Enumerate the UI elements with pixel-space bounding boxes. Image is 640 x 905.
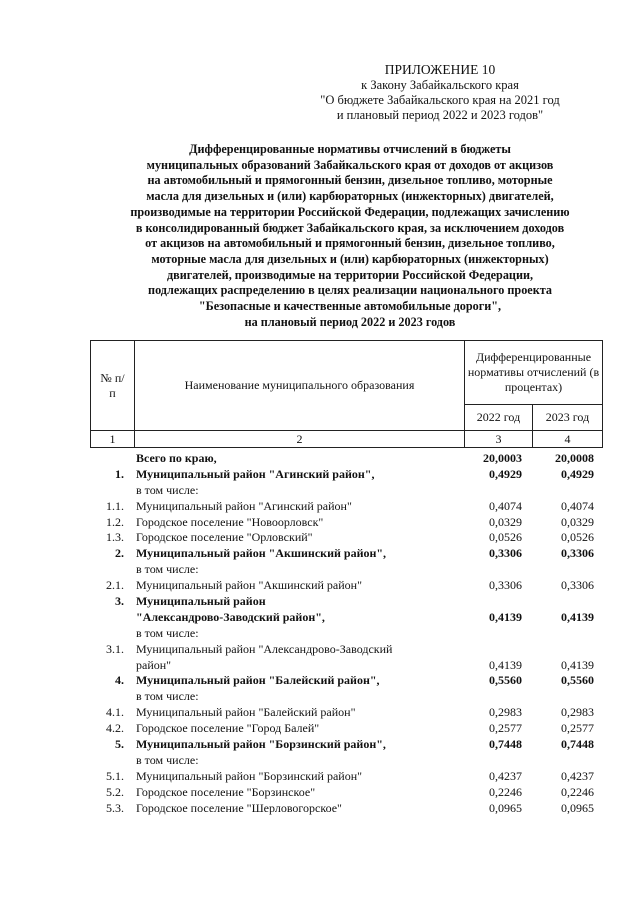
row-number: 5.1. bbox=[106, 768, 124, 783]
value-2022: 0,4139 bbox=[489, 609, 522, 624]
header-year-2023: 2023 год bbox=[533, 405, 603, 431]
value-2022: 0,4237 bbox=[489, 768, 522, 783]
value-2022: 0,7448 bbox=[489, 737, 522, 752]
title-line: на автомобильный и прямогонный бензин, дизельное топливо, моторные bbox=[147, 173, 553, 188]
row-number: 1. bbox=[115, 466, 124, 481]
table-row bbox=[90, 785, 610, 801]
row-name: Муниципальный район "Балейский район" bbox=[136, 705, 356, 720]
value-2023: 0,4237 bbox=[561, 768, 594, 783]
table-row bbox=[90, 451, 610, 467]
table-row bbox=[90, 467, 610, 483]
row-number: 2. bbox=[115, 546, 124, 561]
document-title bbox=[70, 142, 630, 330]
table-row bbox=[90, 594, 610, 610]
header-norms: Дифференцированные нормативы отчислений (в процентах) bbox=[465, 341, 603, 405]
value-2023: 0,4139 bbox=[561, 609, 594, 624]
value-2022: 0,3306 bbox=[489, 578, 522, 593]
row-name: Городское поселение "Борзинское" bbox=[136, 784, 316, 799]
header-num: № п/п bbox=[91, 341, 135, 431]
value-2023: 0,3306 bbox=[561, 546, 594, 561]
title-line: моторные масла для дизельных и (или) карбюраторных (инжекторных) bbox=[151, 251, 549, 266]
title-line: Дифференцированные нормативы отчислений в бюджеты bbox=[189, 142, 511, 156]
table-row bbox=[90, 705, 610, 721]
value-2022: 0,4074 bbox=[489, 498, 522, 513]
value-2022: 0,0526 bbox=[489, 530, 522, 545]
appendix-header bbox=[290, 62, 590, 123]
table-row bbox=[90, 515, 610, 531]
row-name: в том числе: bbox=[136, 752, 199, 767]
title-line: двигателей, производимые на территории Российской Федерации, bbox=[166, 267, 534, 282]
value-2023: 0,2246 bbox=[561, 784, 594, 799]
table-header bbox=[90, 340, 603, 448]
title-line: муниципальных образований Забайкальского края от доходов от акцизов bbox=[146, 157, 554, 172]
appendix-line-3: и плановый период 2022 и 2023 годов" bbox=[336, 108, 544, 122]
row-name: Муниципальный район "Александрово-Заводский bbox=[136, 641, 393, 656]
header-year-2022: 2022 год bbox=[465, 405, 533, 431]
row-number: 4. bbox=[115, 673, 124, 688]
index-cell: 4 bbox=[533, 431, 603, 448]
table-row bbox=[90, 483, 610, 499]
table-row bbox=[90, 769, 610, 785]
row-number: 5.2. bbox=[106, 784, 124, 799]
row-name: Муниципальный район "Агинский район" bbox=[136, 498, 352, 513]
value-2023: 0,4139 bbox=[561, 657, 594, 672]
row-number: 2.1. bbox=[106, 578, 124, 593]
row-number: 5. bbox=[115, 737, 124, 752]
value-2023: 0,2577 bbox=[561, 721, 594, 736]
table-row bbox=[90, 546, 610, 562]
table-row bbox=[90, 530, 610, 546]
value-2023: 0,0965 bbox=[561, 800, 594, 815]
title-line: от акцизов на автомобильный и прямогонный бензин, дизельное топливо, bbox=[145, 236, 555, 251]
table-row bbox=[90, 562, 610, 578]
value-2022: 0,0329 bbox=[489, 514, 522, 529]
row-name: в том числе: bbox=[136, 625, 199, 640]
title-line: "Безопасные и качественные автомобильные дороги", bbox=[198, 299, 502, 314]
table-row bbox=[90, 737, 610, 753]
value-2023: 0,2983 bbox=[561, 705, 594, 720]
value-2023: 0,5560 bbox=[561, 673, 594, 688]
row-name: Муниципальный район "Балейский район", bbox=[136, 673, 380, 688]
title-line: масла для дизельных и (или) карбюраторных (инжекторных) двигателей, bbox=[146, 189, 554, 204]
row-number: 1.3. bbox=[106, 530, 124, 545]
value-2022: 0,0965 bbox=[489, 800, 522, 815]
title-line: производимые на территории Российской Федерации, подлежащих зачислению bbox=[130, 204, 570, 219]
row-name: "Александрово-Заводский район", bbox=[136, 609, 325, 624]
row-name: Городское поселение "Город Балей" bbox=[136, 721, 320, 736]
row-name: Муниципальный район "Акшинский район", bbox=[136, 546, 387, 561]
row-name: Муниципальный район bbox=[136, 594, 266, 609]
value-2022: 0,2983 bbox=[489, 705, 522, 720]
row-number: 4.2. bbox=[106, 721, 124, 736]
row-number: 3.1. bbox=[106, 641, 124, 656]
row-number: 3. bbox=[115, 594, 124, 609]
value-2023: 0,0526 bbox=[561, 530, 594, 545]
value-2022: 0,3306 bbox=[489, 546, 522, 561]
value-2022: 0,5560 bbox=[489, 673, 522, 688]
appendix-title: ПРИЛОЖЕНИЕ 10 bbox=[384, 62, 496, 77]
value-2022: 0,2246 bbox=[489, 784, 522, 799]
value-2023: 0,4074 bbox=[561, 498, 594, 513]
table-row bbox=[90, 721, 610, 737]
row-number: 4.1. bbox=[106, 705, 124, 720]
table-row bbox=[90, 642, 610, 658]
appendix-line-1: к Закону Забайкальского края bbox=[361, 78, 519, 92]
row-name: Муниципальный район "Борзинский район" bbox=[136, 768, 363, 783]
value-2022: 20,0003 bbox=[483, 451, 522, 465]
row-name: Городское поселение "Орловский" bbox=[136, 530, 313, 545]
value-2022: 0,4929 bbox=[489, 466, 522, 481]
row-name: Городское поселение "Шерловогорское" bbox=[136, 800, 342, 815]
row-number: 5.3. bbox=[106, 800, 124, 815]
value-2022: 0,4139 bbox=[489, 657, 522, 672]
title-line: в консолидированный бюджет Забайкальского края, за исключением доходов bbox=[135, 220, 565, 235]
table-row bbox=[90, 578, 610, 594]
table-row bbox=[90, 753, 610, 769]
value-2023: 0,3306 bbox=[561, 578, 594, 593]
row-name: в том числе: bbox=[136, 562, 199, 577]
table-body bbox=[90, 451, 610, 816]
header-name: Наименование муниципального образования bbox=[135, 341, 465, 431]
row-name: район" bbox=[136, 657, 172, 672]
table-row bbox=[90, 499, 610, 515]
row-number: 1.2. bbox=[106, 514, 124, 529]
title-line: подлежащих распределению в целях реализации национального проекта bbox=[148, 283, 552, 298]
table-row bbox=[90, 689, 610, 705]
index-cell: 2 bbox=[135, 431, 465, 448]
table-row bbox=[90, 801, 610, 817]
index-cell: 1 bbox=[91, 431, 135, 448]
row-name: Всего по краю, bbox=[136, 451, 217, 465]
value-2023: 0,0329 bbox=[561, 514, 594, 529]
value-2023: 0,7448 bbox=[561, 737, 594, 752]
value-2023: 20,0008 bbox=[555, 451, 594, 465]
appendix-line-2: "О бюджете Забайкальского края на 2021 год bbox=[320, 93, 560, 107]
table-row bbox=[90, 610, 610, 626]
row-name: Муниципальный район "Борзинский район", bbox=[136, 737, 386, 752]
value-2022: 0,2577 bbox=[489, 721, 522, 736]
row-name: в том числе: bbox=[136, 689, 199, 704]
row-name: в том числе: bbox=[136, 482, 199, 497]
row-name: Городское поселение "Новоорловск" bbox=[136, 514, 324, 529]
index-cell: 3 bbox=[465, 431, 533, 448]
row-name: Муниципальный район "Акшинский район" bbox=[136, 578, 362, 593]
row-name: Муниципальный район "Агинский район", bbox=[136, 466, 375, 481]
table-row bbox=[90, 626, 610, 642]
value-2023: 0,4929 bbox=[561, 466, 594, 481]
row-number: 1.1. bbox=[106, 498, 124, 513]
table-row bbox=[90, 658, 610, 674]
table-row bbox=[90, 673, 610, 689]
title-line: на плановый период 2022 и 2023 годов bbox=[244, 314, 456, 329]
